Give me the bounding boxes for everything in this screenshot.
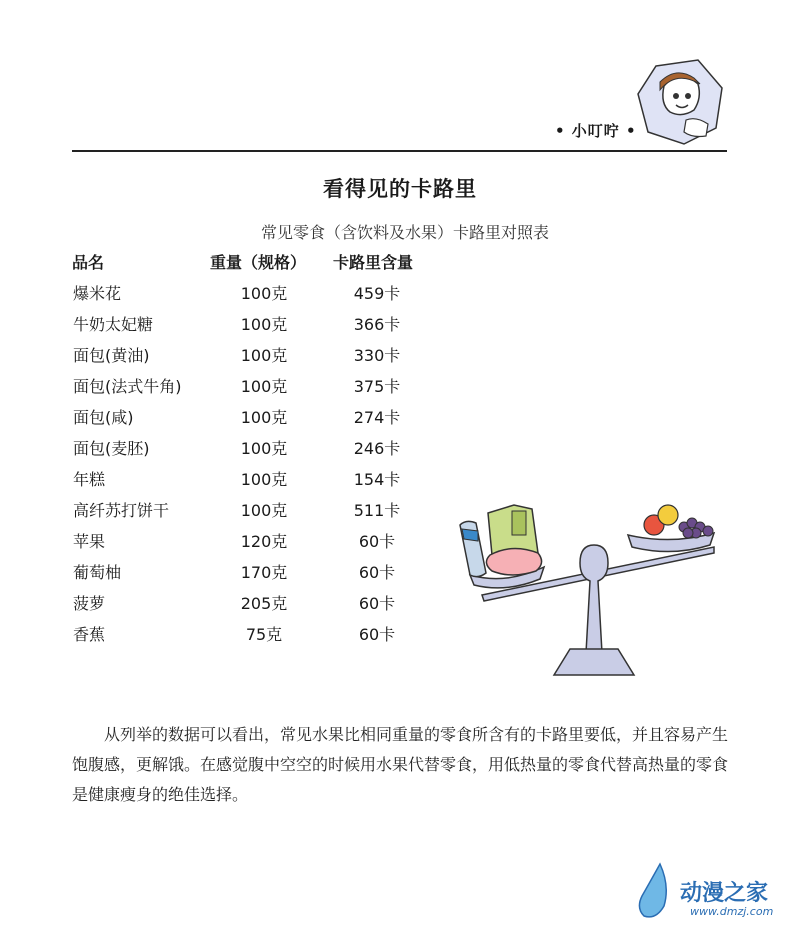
food-weight: 170克 [240,563,288,582]
food-weight: 120克 [240,532,288,551]
food-calories: 375卡 [353,377,401,396]
food-weight: 100克 [240,284,288,303]
column-header-calories: 卡路里含量 [333,253,414,272]
table-row [0,618,460,649]
table-row [0,525,460,556]
food-name: 苹果 [73,532,106,551]
food-calories: 246卡 [353,439,401,458]
food-calories: 274卡 [353,408,401,427]
food-name: 香蕉 [73,625,106,644]
food-weight: 205克 [240,594,288,613]
food-calories: 60卡 [358,563,396,582]
food-weight: 100克 [240,346,288,365]
header-divider [72,150,727,152]
food-calories: 154卡 [353,470,401,489]
column-header-weight: 重量（规格） [210,253,307,272]
watermark-url: www.dmzj.com [690,905,774,918]
table-row [0,463,460,494]
table-row [0,432,460,463]
food-calories: 459卡 [353,284,401,303]
food-weight: 100克 [240,501,288,520]
table-caption: 常见零食（含饮料及水果）卡路里对照表 [260,223,549,242]
table-row [0,556,460,587]
table-row [0,370,460,401]
food-name: 年糕 [73,470,106,489]
food-weight: 100克 [240,470,288,489]
table-row [0,587,460,618]
food-calories: 366卡 [353,315,401,334]
watermark-name: 动漫之家 [680,881,769,906]
food-calories: 330卡 [353,346,401,365]
food-name: 牛奶太妃糖 [73,315,154,334]
food-calories: 60卡 [358,594,396,613]
food-name: 面包(麦胚) [73,439,150,458]
calorie-table [0,277,460,649]
balance-scale-illustration [452,493,732,688]
food-weight: 100克 [240,377,288,396]
page-title: 看得见的卡路里 [323,177,477,201]
food-weight: 100克 [240,408,288,427]
food-name: 葡萄柚 [73,563,122,582]
food-name: 爆米花 [73,284,122,303]
food-calories: 60卡 [358,625,396,644]
food-name: 高纤苏打饼干 [73,501,170,520]
food-name: 面包(咸) [73,408,134,427]
table-row [0,494,460,525]
table-row [0,339,460,370]
watermark-logo-icon [636,862,676,922]
food-calories: 60卡 [358,532,396,551]
brand-label: • 小叮咛 • [555,122,637,140]
table-row [0,277,460,308]
table-row [0,401,460,432]
column-header-name: 品名 [72,253,105,272]
table-row [0,308,460,339]
food-calories: 511卡 [353,501,401,520]
food-name: 面包(法式牛角) [73,377,182,396]
food-weight: 75克 [245,625,283,644]
food-weight: 100克 [240,315,288,334]
summary-paragraph: 从列举的数据可以看出，常见水果比相同重量的零食所含有的卡路里要低，并且容易产生饱腹感，更解饿。在感觉腹中空空的时候用水果代替零食，用低热量的零食代替高热量的零食是健康瘦身的绝佳选择。 [72,725,729,804]
food-name: 面包(黄油) [73,346,150,365]
mascot-icon [636,58,726,148]
food-weight: 100克 [240,439,288,458]
food-name: 菠萝 [73,594,106,613]
